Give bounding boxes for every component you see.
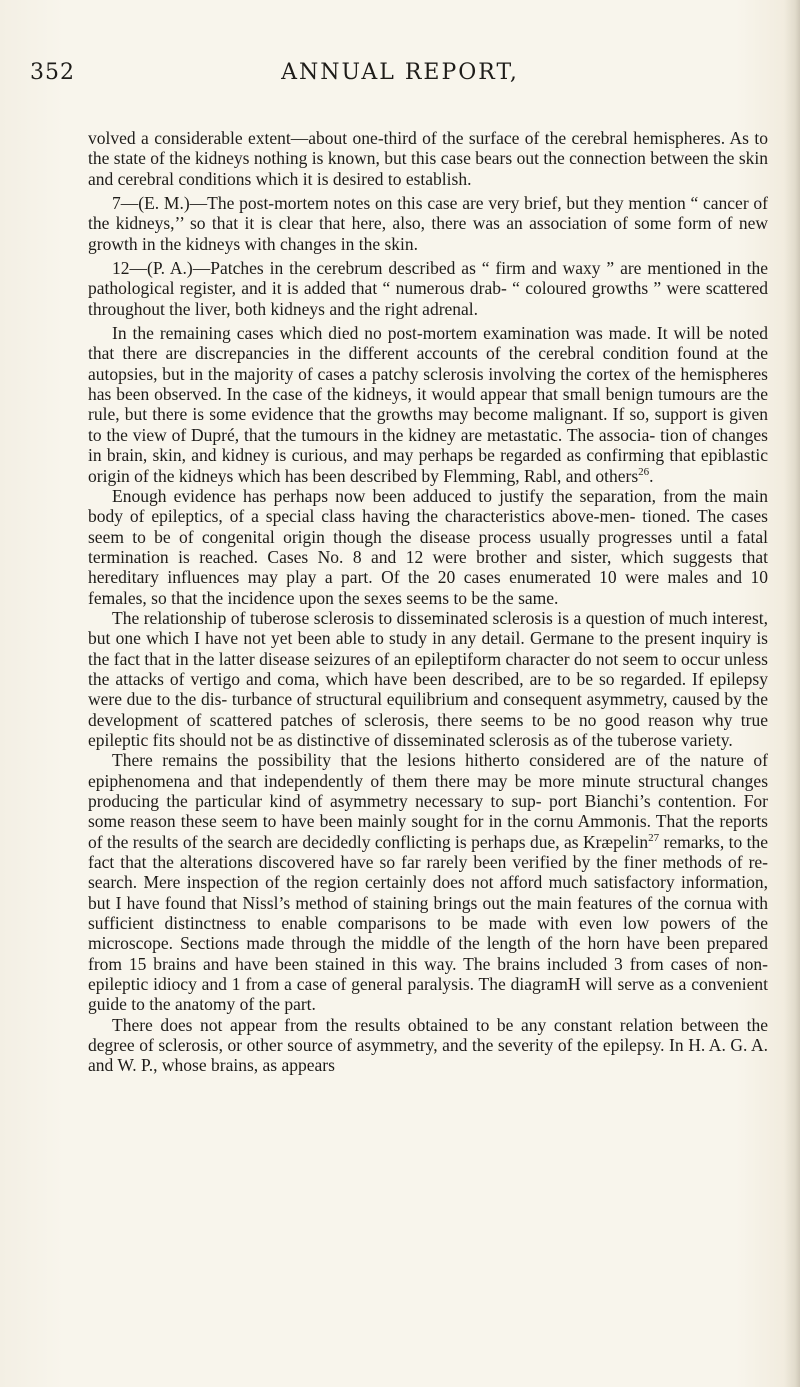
- footnote-ref-26: 26: [638, 465, 650, 478]
- paragraph-remaining-cases: [88, 323, 768, 486]
- paragraph-epiphenomena-end: remarks, to the fact that the alterations discovered have so far rarely been verified by the finer methods of re- search. Mere inspection of the region certainly does not afford much satisfactory information, but I have found that Nissl’s method of staining brings out the main features of the cornua with sufficient distinctness to enable comparisons to be made with even low powers of the microscope. Sections made through the middle of the length of the horn have been prepared from 15 brains and have been stained in this way. The brains included 3 from cases of non-epileptic idiocy and 1 from a case of general paralysis. The diagramH will serve as a convenient guide to the anatomy of the part.: [88, 831, 769, 1015]
- paragraph-case-7: 7—(E. M.)—The post-mortem notes on this case are very brief, but they mention “ cancer of the kidneys,’’ so that it is clear that here, also, there was an association of some form of new growth in the kidneys with changes in the skin.: [88, 193, 768, 254]
- page-header: [30, 60, 770, 90]
- page-edge-shadow: [784, 0, 800, 1387]
- running-title: ANNUAL REPORT,: [281, 60, 519, 85]
- paragraph-epiphenomena-text: There remains the possibility that the lesions hitherto considered are of the nature of epiphenomena and that independently of them there may be more minute structural changes producing the particular kind of asymmetry necessary to sup- port Bianchi’s contention. For some reason these seem to have been mainly sought for in the cornu Ammonis. That the reports of the results of the search are decidedly conflicting is perhaps due, as Kræpelin: [88, 750, 768, 852]
- paragraph-continued: volved a considerable extent—about one-third of the surface of the cerebral hemispheres. As to the state of the kidneys nothing is known, but this case bears out the connection between the skin and cerebral conditions which it is desired to establish.: [88, 128, 768, 189]
- paragraph-relationship: The relationship of tuberose sclerosis to disseminated sclerosis is a question of much interest, but one which I have not yet been able to study in any detail. Germane to the present inquiry is the fact that in the latter disease seizures of an epileptiform character do not seem to occur unless the attacks of vertigo and coma, which have been described, are to be so regarded. If epilepsy were due to the dis- turbance of structural equilibrium and consequent asymmetry, caused by the development of scattered patches of sclerosis, there seems to be no good reason why true epileptic fits should not be as distinctive of disseminated sclerosis as of the tuberose variety.: [88, 607, 768, 750]
- paragraph-evidence: Enough evidence has perhaps now been adduced to justify the separation, from the main body of epileptics, of a special class having the characteristics above-men- tioned. The cases seem to be of congenital origin though the disease process usually progresses until a fatal termination is reached. Cases No. 8 and 12 were brother and sister, which suggests that hereditary influences may play a part. Of the 20 cases enumerated 10 were males and 10 females, so that the incidence upon the sexes seems to be the same.: [88, 485, 768, 608]
- paragraph-case-12: 12—(P. A.)—Patches in the cerebrum described as “ firm and waxy ” are mentioned in the pathological register, and it is added that “ numerous drab- “ coloured growths ” were scattered throughout the liver, both kidneys and the right adrenal.: [88, 258, 768, 319]
- footnote-ref-27: 27: [648, 831, 660, 844]
- paragraph-results: There does not appear from the results obtained to be any constant relation between the degree of sclerosis, or other source of asymmetry, and the severity of the epilepsy. In H. A. G. A. and W. P., whose brains, as appears: [88, 1014, 768, 1076]
- paragraph-remaining-cases-text: In the remaining cases which died no post-mortem examination was made. It will be noted that there are discrepancies in the different accounts of the cerebral condition found at the autopsies, but in the majority of cases a patchy sclerosis involving the cortex of the hemispheres has been observed. In the case of the kidneys, it would appear that small benign tumours are the rule, but there is some evidence that the growths may become malignant. If so, support is given to the view of Dupré, that the tumours in the kidney are metastatic. The associa- tion of changes in brain, skin, and kidney is curious, and may perhaps be regarded as confirming that epiblastic origin of the kidneys which has been described by Flemming, Rabl, and others: [88, 323, 768, 486]
- page-number: 352: [30, 60, 75, 85]
- paragraph-remaining-cases-end: .: [649, 465, 654, 486]
- paragraph-epiphenomena: [88, 750, 768, 1014]
- body-text: [88, 128, 768, 1076]
